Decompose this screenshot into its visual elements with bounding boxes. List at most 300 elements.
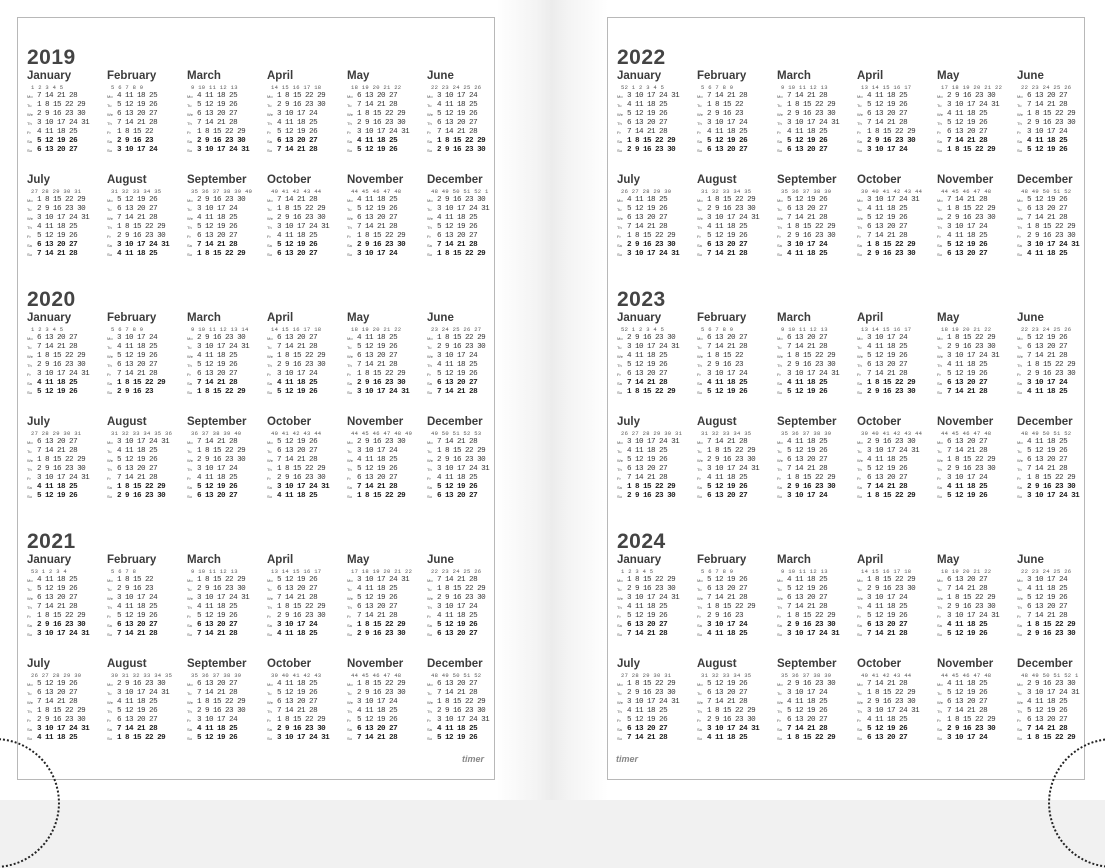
day-row [27,370,107,379]
day-numbers: 5 12 19 26 [437,223,478,231]
weekday-label: Fr [427,718,431,723]
weekday-label: We [777,354,783,359]
day-row [187,92,267,101]
day-row [187,343,267,352]
day-numbers: 1 8 15 22 [117,576,154,584]
week-numbers: 18 19 20 21 22 [941,568,992,575]
day-row [937,689,1017,698]
weekday-label: We [617,700,623,705]
day-row [187,707,267,716]
week-numbers: 5 6 7 8 9 [701,326,734,333]
day-numbers: 4 11 18 25 [357,585,398,593]
day-row [937,352,1017,361]
day-row [777,128,857,137]
month-calendar [857,70,937,170]
day-numbers: 1 8 15 22 29 [1027,734,1076,742]
month-calendar [27,174,107,274]
weekday-label: Sa [777,623,782,628]
week-numbers: 5 6 7 8 9 [701,84,734,91]
day-numbers: 7 14 21 28 [707,92,748,100]
day-row [857,241,937,250]
weekday-label: Th [107,467,112,472]
weekday-label: Tu [107,587,112,592]
day-numbers: 2 9 16 23 30 [37,361,86,369]
weekday-label: Tu [857,345,862,350]
day-row [427,214,507,223]
day-row [187,492,267,501]
day-row [777,725,857,734]
weekday-label: Sa [267,727,272,732]
day-numbers: 7 14 21 28 [197,119,238,127]
weekday-label: Su [1017,148,1022,153]
weekday-label: Th [347,605,352,610]
day-row [427,343,507,352]
day-row [697,492,777,501]
day-numbers: 6 13 20 27 [1027,92,1068,100]
weekday-label: Sa [697,139,702,144]
day-row [697,119,777,128]
week-numbers: 35 36 37 38 39 [781,672,832,679]
weekday-label: Tu [427,103,432,108]
day-numbers: 1 8 15 22 29 [277,603,326,611]
weekday-label: Th [697,121,702,126]
day-numbers: 5 12 19 26 [277,576,318,584]
weekday-label: We [427,700,433,705]
day-numbers: 7 14 21 28 [117,214,158,222]
day-numbers: 4 11 18 25 [947,110,988,118]
day-numbers: 3 10 17 24 31 [277,483,330,491]
day-numbers: 4 11 18 25 [277,630,318,638]
day-row [427,630,507,639]
day-row [427,119,507,128]
day-numbers: 7 14 21 28 [437,438,478,446]
weekday-label: Fr [697,130,701,135]
day-row [347,594,427,603]
day-row [347,630,427,639]
day-numbers: 6 13 20 27 [437,119,478,127]
weekday-label: Mo [27,682,33,687]
day-numbers: 3 10 17 24 31 [707,214,760,222]
day-numbers: 1 8 15 22 29 [707,603,756,611]
month-calendar [777,312,857,412]
weekday-label: Sa [427,139,432,144]
weekday-label: Mo [347,578,353,583]
day-numbers: 5 12 19 26 [277,241,318,249]
day-numbers: 6 13 20 27 [197,232,238,240]
day-row [857,447,937,456]
weekday-label: Fr [27,718,31,723]
month-calendar [1017,174,1097,274]
day-row [1017,612,1097,621]
weekday-label: We [267,354,273,359]
weekday-label: Su [617,736,622,741]
day-numbers: 3 10 17 24 31 [947,352,1000,360]
weekday-label: Su [347,252,352,257]
month-calendar [107,416,187,516]
weekday-label: We [427,596,433,601]
day-row [27,725,107,734]
weekday-label: Su [107,252,112,257]
day-numbers: 6 13 20 27 [197,621,238,629]
day-row [777,146,857,155]
day-row [857,110,937,119]
day-numbers: 3 10 17 24 [867,334,908,342]
day-row [267,214,347,223]
day-numbers: 3 10 17 24 [867,594,908,602]
weekday-label: Mo [107,578,113,583]
day-row [267,474,347,483]
month-calendar [107,174,187,274]
day-numbers: 2 9 16 23 30 [37,716,86,724]
month-name: May [937,312,960,324]
weekday-label: Su [617,390,622,395]
day-row [617,146,697,155]
weekday-label: We [857,112,863,117]
day-row [1017,232,1097,241]
weekday-label: Su [857,390,862,395]
weekday-label: Sa [347,485,352,490]
day-numbers: 1 8 15 22 29 [357,492,406,500]
weekday-label: Tu [777,207,782,212]
weekday-label: Sa [27,727,32,732]
weekday-label: Fr [27,372,31,377]
month-name: September [187,174,247,186]
week-numbers: 39 40 41 42 43 44 [861,188,923,195]
day-numbers: 2 9 16 23 30 [947,214,996,222]
weekday-label: Su [857,252,862,257]
day-row [267,576,347,585]
day-row [27,734,107,743]
month-name: October [267,658,312,670]
weekday-label: We [617,112,623,117]
day-numbers: 4 11 18 25 [197,352,238,360]
week-numbers: 27 28 29 30 31 [621,672,672,679]
day-numbers: 1 8 15 22 29 [197,388,246,396]
day-row [27,214,107,223]
weekday-label: Mo [937,682,943,687]
weekday-label: Sa [347,243,352,248]
day-numbers: 2 9 16 23 30 [867,698,916,706]
day-numbers: 6 13 20 27 [627,119,668,127]
day-numbers: 1 8 15 22 29 [1027,361,1076,369]
month-calendar [347,174,427,274]
day-numbers: 5 12 19 26 [277,388,318,396]
day-numbers: 3 10 17 24 [867,146,908,154]
weekday-label: Fr [617,476,621,481]
weekday-label: Th [617,225,622,230]
day-row [617,621,697,630]
brand-logo: timer [461,754,484,764]
weekday-label: Tu [347,345,352,350]
day-numbers: 1 8 15 22 29 [1027,110,1076,118]
weekday-label: Su [697,736,702,741]
day-row [107,241,187,250]
month-name: January [27,70,72,82]
weekday-label: Th [107,121,112,126]
month-calendar [937,312,1017,412]
day-row [27,119,107,128]
week-numbers: 27 28 29 30 31 [31,430,82,437]
day-row [777,612,857,621]
day-numbers: 5 12 19 26 [197,734,238,742]
day-row [427,250,507,259]
day-row [427,465,507,474]
month-calendar [427,554,507,654]
day-numbers: 4 11 18 25 [197,214,238,222]
day-numbers: 2 9 16 23 30 [437,196,486,204]
day-numbers: 6 13 20 27 [37,689,78,697]
year-block [27,288,497,526]
weekday-label: Tu [697,691,702,696]
weekday-label: Th [857,467,862,472]
day-row [857,438,937,447]
day-row [27,483,107,492]
day-row [427,492,507,501]
weekday-label: Fr [187,234,191,239]
weekday-label: Mo [347,682,353,687]
day-row [857,483,937,492]
day-row [27,361,107,370]
day-numbers: 2 9 16 23 30 [357,689,406,697]
weekday-label: Sa [1017,727,1022,732]
day-numbers: 2 9 16 23 30 [437,456,486,464]
day-numbers: 1 8 15 22 29 [117,734,166,742]
weekday-label: Th [27,605,32,610]
weekday-label: Su [427,632,432,637]
weekday-label: Tu [347,587,352,592]
day-numbers: 4 11 18 25 [357,196,398,204]
weekday-label: Sa [937,485,942,490]
week-numbers: 35 36 37 38 39 [191,672,242,679]
weekday-label: Sa [697,243,702,248]
month-name: July [27,658,51,670]
month-calendar [267,658,347,758]
day-row [697,343,777,352]
day-row [777,205,857,214]
weekday-label: Tu [427,691,432,696]
month-name: November [937,658,994,670]
week-numbers: 1 2 3 4 5 [621,568,654,575]
day-row [347,585,427,594]
day-numbers: 6 13 20 27 [357,474,398,482]
day-row [937,585,1017,594]
weekday-label: Su [427,390,432,395]
day-numbers: 5 12 19 26 [1027,447,1068,455]
weekday-label: Su [27,252,32,257]
day-row [107,196,187,205]
weekday-label: Mo [937,198,943,203]
day-numbers: 2 9 16 23 30 [707,205,756,213]
week-numbers: 9 10 11 12 13 [781,326,828,333]
day-numbers: 4 11 18 25 [117,92,158,100]
day-numbers: 1 8 15 22 29 [437,334,486,342]
weekday-label: Th [347,225,352,230]
day-numbers: 1 8 15 22 29 [787,101,836,109]
day-row [857,621,937,630]
weekday-label: Sa [187,381,192,386]
week-numbers: 48 49 50 51 52 1 [431,188,489,195]
day-row [187,241,267,250]
weekday-label: Fr [187,130,191,135]
weekday-label: We [347,216,353,221]
day-row [427,734,507,743]
weekday-label: Tu [107,103,112,108]
day-numbers: 3 10 17 24 [947,223,988,231]
day-row [697,456,777,465]
month-calendar [347,312,427,412]
weekday-label: We [107,112,113,117]
day-row [1017,621,1097,630]
day-row [1017,361,1097,370]
day-row [617,483,697,492]
day-row [1017,343,1097,352]
month-name: September [777,416,837,428]
day-numbers: 4 11 18 25 [707,223,748,231]
weekday-label: Tu [27,691,32,696]
day-numbers: 5 12 19 26 [627,716,668,724]
month-name: July [27,174,51,186]
weekday-label: Tu [617,207,622,212]
day-row [697,361,777,370]
day-row [617,725,697,734]
week-numbers: 22 23 24 25 26 [1021,326,1072,333]
day-row [857,343,937,352]
weekday-label: Sa [427,727,432,732]
weekday-label: Tu [267,691,272,696]
week-numbers: 9 10 11 12 13 [191,568,238,575]
weekday-label: Su [1017,736,1022,741]
day-numbers: 7 14 21 28 [1027,612,1068,620]
day-row [1017,128,1097,137]
day-row [777,232,857,241]
day-numbers: 1 8 15 22 29 [37,612,86,620]
day-numbers: 2 9 16 23 30 [197,196,246,204]
month-name: April [857,70,884,82]
day-numbers: 6 13 20 27 [37,241,78,249]
day-numbers: 1 8 15 22 29 [947,334,996,342]
day-numbers: 5 12 19 26 [117,612,158,620]
weekday-label: Fr [777,234,781,239]
day-numbers: 2 9 16 23 30 [357,438,406,446]
day-row [267,734,347,743]
day-row [27,465,107,474]
day-row [347,388,427,397]
weekday-label: Fr [267,234,271,239]
day-row [697,232,777,241]
weekday-label: Sa [617,381,622,386]
month-name: April [267,312,294,324]
day-row [187,725,267,734]
day-row [107,205,187,214]
day-row [107,680,187,689]
day-row [857,603,937,612]
weekday-label: Mo [107,682,113,687]
weekday-label: Tu [427,449,432,454]
day-numbers: 2 9 16 23 30 [787,110,836,118]
month-calendar [427,70,507,170]
day-row [347,689,427,698]
day-numbers: 7 14 21 28 [197,241,238,249]
day-numbers: 5 12 19 26 [867,352,908,360]
day-row [1017,474,1097,483]
day-row [617,474,697,483]
day-numbers: 6 13 20 27 [357,214,398,222]
day-numbers: 3 10 17 24 31 [787,119,840,127]
weekday-label: Th [107,363,112,368]
weekday-label: Sa [937,727,942,732]
weekday-label: Th [427,363,432,368]
weekday-label: Su [187,632,192,637]
weekday-label: We [187,458,193,463]
day-row [107,689,187,698]
weekday-label: Tu [1017,449,1022,454]
day-numbers: 6 13 20 27 [1027,603,1068,611]
day-row [427,483,507,492]
day-row [27,447,107,456]
day-row [937,456,1017,465]
day-row [187,689,267,698]
day-row [857,205,937,214]
day-row [187,680,267,689]
month-name: May [347,554,370,566]
day-numbers: 4 11 18 25 [787,379,828,387]
day-numbers: 4 11 18 25 [707,734,748,742]
day-row [857,223,937,232]
day-numbers: 5 12 19 26 [197,101,238,109]
day-row [697,241,777,250]
day-numbers: 3 10 17 24 31 [197,146,250,154]
day-numbers: 3 10 17 24 31 [357,576,410,584]
weekday-label: Su [697,494,702,499]
day-numbers: 6 13 20 27 [277,137,318,145]
day-row [107,474,187,483]
day-row [617,361,697,370]
weekday-label: Fr [697,372,701,377]
week-numbers: 14 15 16 17 18 [271,84,322,91]
weekday-label: Th [857,605,862,610]
year-title: 2023 [617,288,666,311]
month-calendar [427,658,507,758]
weekday-label: Mo [857,94,863,99]
day-numbers: 5 12 19 26 [787,585,828,593]
day-row [937,707,1017,716]
weekday-label: Fr [697,718,701,723]
weekday-label: Tu [777,103,782,108]
day-row [617,438,697,447]
weekday-label: We [617,216,623,221]
day-numbers: 5 12 19 26 [787,707,828,715]
weekday-label: Fr [267,718,271,723]
day-row [1017,438,1097,447]
day-numbers: 7 14 21 28 [277,146,318,154]
day-row [107,492,187,501]
day-row [937,465,1017,474]
weekday-label: Tu [937,691,942,696]
weekday-label: We [1017,700,1023,705]
day-row [857,334,937,343]
day-row [267,630,347,639]
weekday-label: Fr [777,372,781,377]
weekday-label: Su [617,632,622,637]
day-row [27,388,107,397]
day-row [427,334,507,343]
month-calendar [937,174,1017,274]
month-calendar [777,174,857,274]
day-row [347,698,427,707]
day-numbers: 3 10 17 24 [117,594,158,602]
weekday-label: Mo [267,336,273,341]
day-row [937,438,1017,447]
